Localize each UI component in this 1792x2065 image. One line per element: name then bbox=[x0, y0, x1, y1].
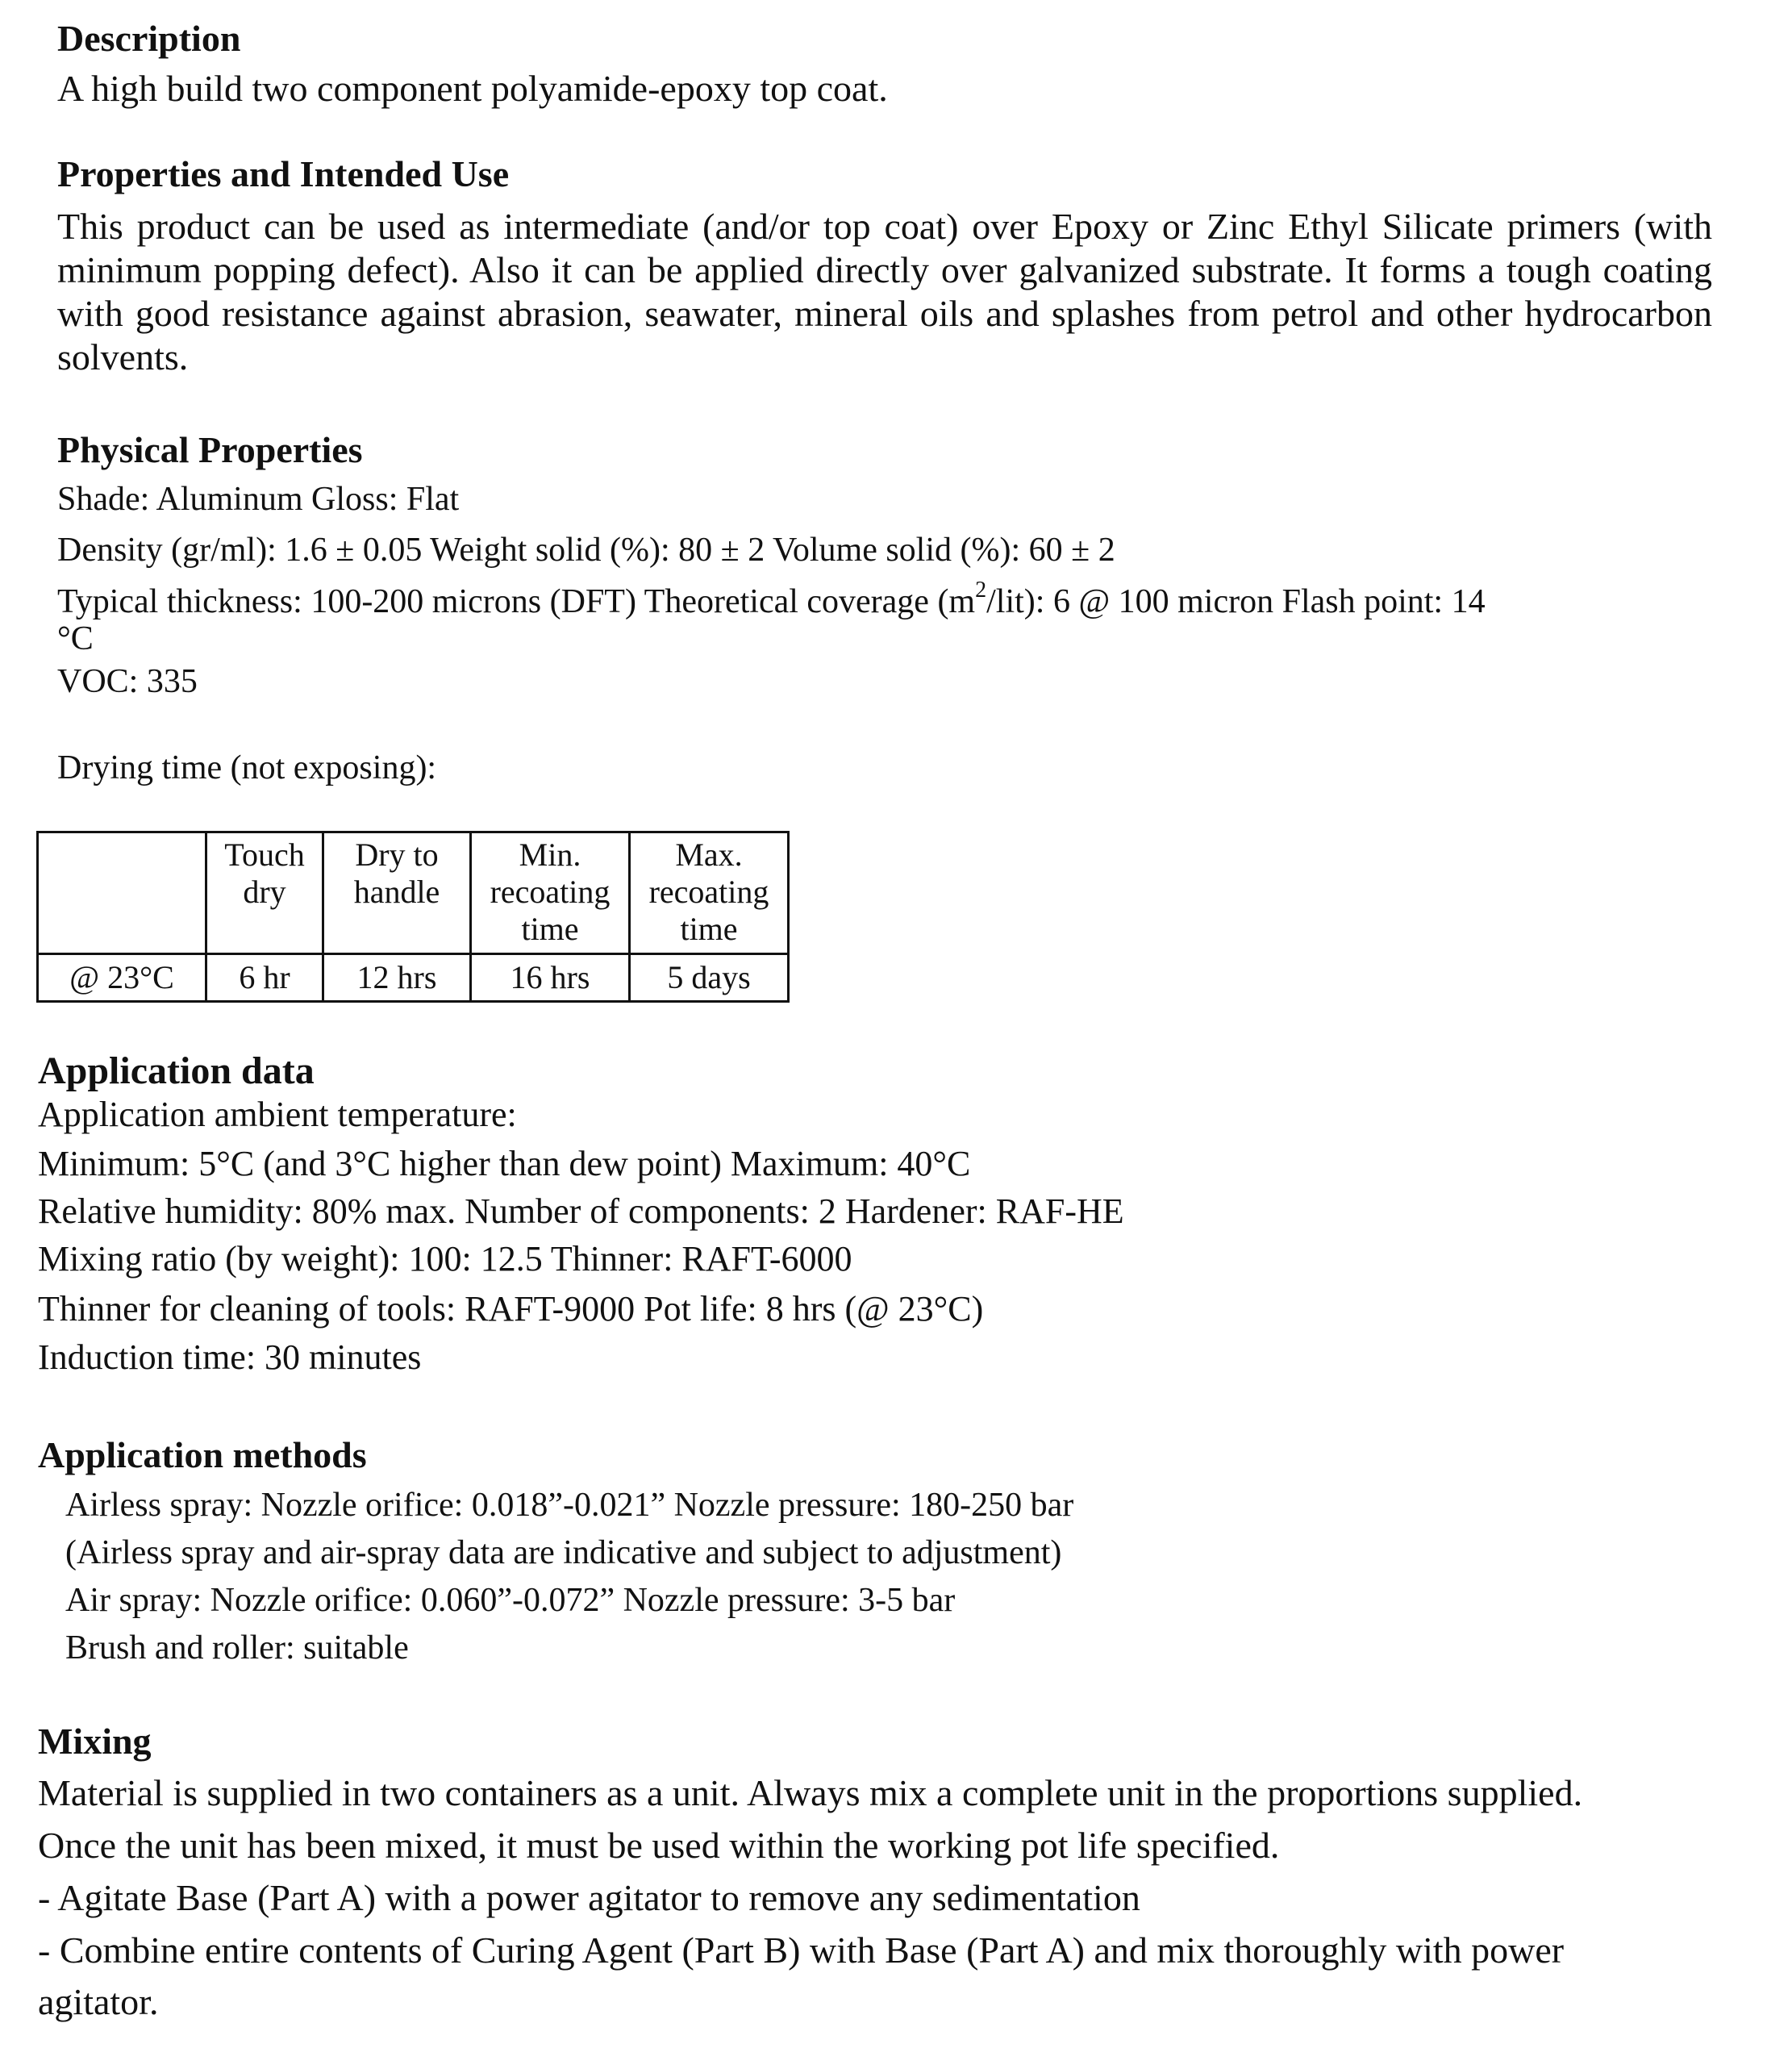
mixing-line: Once the unit has been mixed, it must be used within the working pot life specified. bbox=[38, 1825, 1280, 1866]
flash-point-unit: °C bbox=[57, 620, 94, 657]
application-data-line: Relative humidity: 80% max. Number of components: 2 Hardener: RAF-HE bbox=[38, 1191, 1124, 1231]
application-data-line: Thinner for cleaning of tools: RAFT-9000 Pot life: 8 hrs (@ 23°C) bbox=[38, 1289, 984, 1329]
application-methods-line: Airless spray: Nozzle orifice: 0.018”-0.021” Nozzle pressure: 180-250 bar bbox=[65, 1487, 1074, 1524]
drying-table-row bbox=[38, 954, 789, 1002]
thickness-sup: 2 bbox=[975, 578, 987, 603]
application-methods-line: (Airless spray and air-spray data are indicative and subject to adjustment) bbox=[65, 1534, 1062, 1571]
application-methods-line: Air spray: Nozzle orifice: 0.060”-0.072” Nozzle pressure: 3-5 bar bbox=[65, 1582, 956, 1619]
physical-properties-heading: Physical Properties bbox=[57, 429, 363, 470]
drying-table-header-max-recoating: Max. recoating time bbox=[630, 832, 789, 954]
drying-table-cell-dry-to-handle: 12 hrs bbox=[323, 954, 471, 1002]
application-methods-line: Brush and roller: suitable bbox=[65, 1629, 409, 1667]
drying-table-cell-min-recoating: 16 hrs bbox=[471, 954, 630, 1002]
thickness-pre: Typical thickness: 100-200 microns (DFT) Theoretical coverage (m bbox=[57, 583, 976, 620]
thickness-post: /lit): 6 @ 100 micron Flash point: 14 bbox=[986, 583, 1486, 620]
mixing-line: - Combine entire contents of Curing Agent (Part B) with Base (Part A) and mix thoroughly with power bbox=[38, 1929, 1565, 1971]
density-line: Density (gr/ml): 1.6 ± 0.05 Weight solid (%): 80 ± 2 Volume solid (%): 60 ± 2 bbox=[57, 532, 1115, 569]
properties-use-text: This product can be used as intermediate (and/or top coat) over Epoxy or Zinc Ethyl Silicate primers (with minimum popping defect). Also it can be applied directly over galvanized substrate. It forms a tough coating with good resistance against abrasion, seawater, mineral oils and splashes from petrol and other hydrocarbon solvents. bbox=[57, 206, 1712, 378]
drying-table-header-cell bbox=[38, 832, 206, 954]
drying-table-header-dry-to-handle: Dry to handle bbox=[323, 832, 471, 954]
drying-table-header-min-recoating: Min. recoating time bbox=[471, 832, 630, 954]
drying-table-header-row bbox=[38, 832, 789, 954]
application-data-heading: Application data bbox=[38, 1049, 315, 1092]
drying-table-cell-max-recoating: 5 days bbox=[630, 954, 789, 1002]
application-methods-heading: Application methods bbox=[38, 1434, 367, 1475]
mixing-heading: Mixing bbox=[38, 1721, 152, 1762]
application-data-line: Induction time: 30 minutes bbox=[38, 1337, 422, 1377]
description-text: A high build two component polyamide-epoxy top coat. bbox=[57, 68, 888, 109]
description-heading: Description bbox=[57, 18, 241, 59]
mixing-line: - Agitate Base (Part A) with a power agitator to remove any sedimentation bbox=[38, 1877, 1140, 1918]
drying-table-cell-touch-dry: 6 hr bbox=[206, 954, 323, 1002]
properties-use-heading: Properties and Intended Use bbox=[57, 153, 510, 194]
mixing-line: Material is supplied in two containers as a unit. Always mix a complete unit in the proportions supplied. bbox=[38, 1772, 1583, 1813]
drying-time-label: Drying time (not exposing): bbox=[57, 749, 437, 786]
drying-time-table bbox=[36, 831, 790, 1003]
drying-table-cell-temperature: @ 23°C bbox=[38, 954, 206, 1002]
thickness-line bbox=[57, 578, 1486, 623]
application-data-line: Mixing ratio (by weight): 100: 12.5 Thinner: RAFT-6000 bbox=[38, 1239, 852, 1279]
mixing-line: agitator. bbox=[38, 1981, 159, 2022]
application-data-line: Application ambient temperature: bbox=[38, 1095, 517, 1134]
shade-line: Shade: Aluminum Gloss: Flat bbox=[57, 481, 460, 518]
drying-table-header-touch-dry: Touch dry bbox=[206, 832, 323, 954]
application-data-line: Minimum: 5°C (and 3°C higher than dew point) Maximum: 40°C bbox=[38, 1144, 971, 1183]
voc-line: VOC: 335 bbox=[57, 663, 198, 700]
